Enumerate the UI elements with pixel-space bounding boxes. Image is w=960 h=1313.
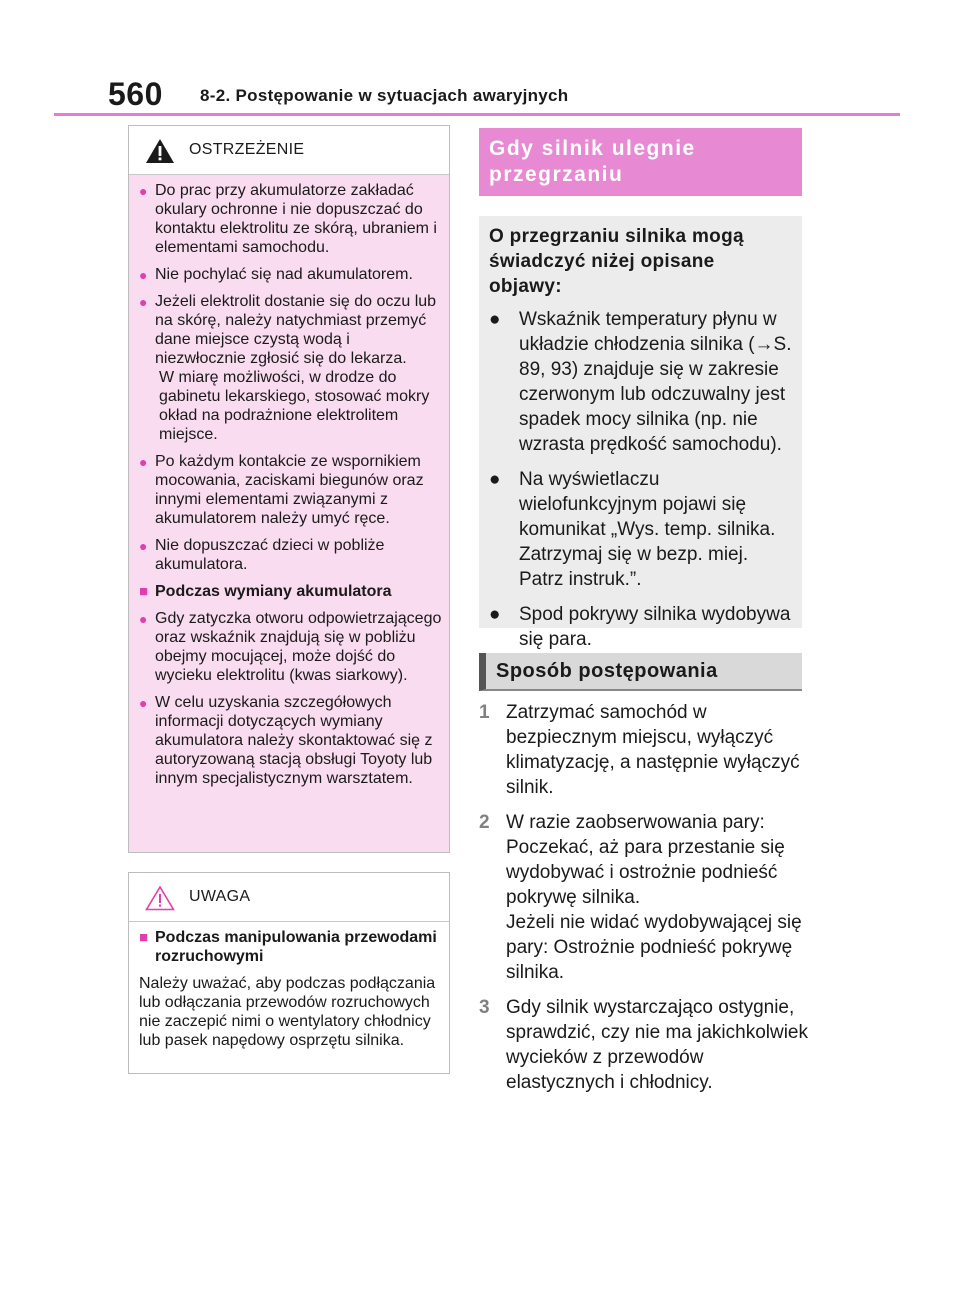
caution-box <box>128 872 450 1074</box>
warning-body <box>129 175 449 788</box>
caution-text: Należy uważać, aby podczas podłączania lub odłączania przewodów rozruchowych nie zaczepić nimi o wentylatory chłodnicy lub pasek napędowy osprzętu silnika. <box>139 975 436 1049</box>
warning-bullet: ● Po każdym kontakcie ze wspornikiem mocowania, zaciskami biegunów oraz innymi elementami związanymi z akumulatorem należy umyć ręce. <box>139 453 424 527</box>
bullet-dot-icon: ● <box>139 454 148 470</box>
square-bullet-icon: ■ <box>139 929 149 946</box>
symptom-item: ● Na wyświetlaczu wielofunkcyjnym pojawi się komunikat „Wys. temp. silnika. Zatrzymaj się w bezp. miej. Patrz instruk.”. <box>489 469 776 590</box>
step-text: W razie zaobserwowania pary: Poczekać, aż para przestanie się wydobywać i ostrożnie podnieść pokrywę silnika. <box>506 812 785 908</box>
warning-bullet: ● W celu uzyskania szczegółowych informacji dotyczących wymiany akumulatora należy skontaktować się z autoryzowaną stacją obsługi Toyoty lub innym specjalistycznym warsztatem. <box>139 694 433 787</box>
warning-subheading: ■ Podczas wymiany akumulatora <box>139 583 392 600</box>
procedure-step <box>479 700 809 800</box>
caution-box-header <box>129 873 449 922</box>
warning-box <box>128 125 450 853</box>
procedure-step <box>479 995 809 1095</box>
bullet-dot-icon: ● <box>489 469 501 490</box>
warning-bullet: ● Gdy zatyczka otworu odpowietrzającego oraz wskaźnik znajdują się w pobliżu obejmy mocującej, może dojść do wycieku elektrolitu (kwas siarkowy). <box>139 610 442 684</box>
symptoms-box <box>479 216 802 650</box>
bullet-dot-icon: ● <box>489 309 501 330</box>
warning-triangle-icon <box>145 138 175 164</box>
overheat-heading: Gdy silnik ulegnie przegrzaniu <box>479 128 802 196</box>
warning-bullet-continuation: W miarę możliwości, w drodze do gabinetu lekarskiego, stosować mokry okład na podrażnione elektrolitem miejsce. <box>159 369 430 443</box>
symptom-item: ● Spod pokrywy silnika wydobywa się para. <box>489 604 791 650</box>
symptoms-intro: O przegrzaniu silnika mogą świadczyć niżej opisane objawy: <box>489 226 744 297</box>
caution-title: UWAGA <box>189 888 251 905</box>
bullet-dot-icon: ● <box>139 294 148 310</box>
warning-title: OSTRZEŻENIE <box>189 141 305 158</box>
warning-bullet: ● Do prac przy akumulatorze zakładać okulary ochronne i nie dopuszczać do kontaktu elektrolitu ze skórą, ubraniem i elementami samochodu. <box>139 182 437 256</box>
bullet-dot-icon: ● <box>489 604 501 625</box>
step-text-continuation: Jeżeli nie widać wydobywającej się pary: Ostrożnie podnieść pokrywę silnika. <box>506 912 802 983</box>
bullet-dot-icon: ● <box>139 183 148 199</box>
warning-bullet: ● Jeżeli elektrolit dostanie się do oczu lub na skórę, należy natychmiast przemyć dane miejsce czystą wodą i niezwłocznie zgłosić się do lekarza. W miarę możliwości, w drodze do gabinetu lekarskiego, stosować mokry okład na podrażnione elektrolitem miejsce. <box>139 292 443 444</box>
caution-subheading: ■ Podczas manipulowania przewodami rozruchowymi <box>139 929 437 965</box>
procedure-steps <box>479 700 809 1105</box>
bullet-dot-icon: ● <box>139 267 148 283</box>
step-number: 3 <box>479 997 490 1018</box>
bullet-dot-icon: ● <box>139 538 148 554</box>
square-bullet-icon: ■ <box>139 583 149 600</box>
warning-box-header <box>129 126 449 175</box>
procedure-heading: Sposób postępowania <box>479 653 802 691</box>
warning-bullet: ● Nie dopuszczać dzieci w pobliże akumulatora. <box>139 537 385 573</box>
page-header <box>108 76 900 116</box>
bullet-dot-icon: ● <box>139 695 148 711</box>
step-text: Zatrzymać samochód w bezpiecznym miejscu, wyłączyć klimatyzację, a następnie wyłączyć silnik. <box>506 702 800 798</box>
bullet-dot-icon: ● <box>139 611 148 627</box>
step-number: 2 <box>479 812 490 833</box>
warning-bullet: ● Nie pochylać się nad akumulatorem. <box>139 266 413 283</box>
caution-body <box>129 922 449 1050</box>
step-text: Gdy silnik wystarczająco ostygnie, sprawdzić, czy nie ma jakichkolwiek wycieków z przewodów elastycznych i chłodnicy. <box>506 997 808 1093</box>
step-number: 1 <box>479 702 490 723</box>
procedure-step <box>479 810 809 985</box>
caution-triangle-icon <box>145 885 175 911</box>
section-title: 8-2. Postępowanie w sytuacjach awaryjnych <box>200 86 569 105</box>
header-rule <box>54 113 900 116</box>
symptom-item: ● Wskaźnik temperatury płynu w układzie chłodzenia silnika (→S. 89, 93) znajduje się w zakresie czerwonym lub odczuwalny jest spadek mocy silnika (np. nie wzrasta prędkość samochodu). <box>489 309 792 455</box>
page-number: 560 <box>108 76 163 112</box>
